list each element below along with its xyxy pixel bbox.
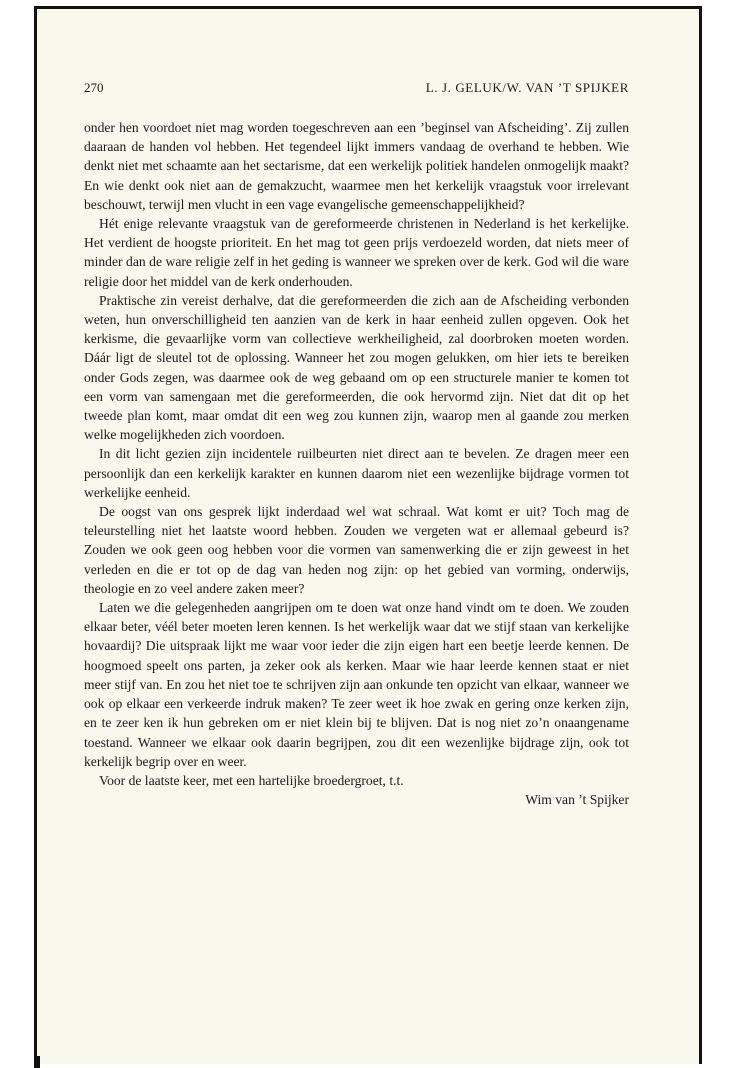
paragraph: Praktische zin vereist derhalve, dat die gereformeerden die zich aan de Afscheiding verbonden weten, hun onverschilligheid ten aanzien van de kerk in haar eenheid zullen opgeven. Ook het kerkisme, die gevaarlijke vorm van collectieve werkheiligheid, zal doorbroken moeten worden. Dáár ligt de sleutel tot de oplossing. Wanneer het zou mogen gelukken, om hier iets te bereiken onder Gods zegen, was daarmee ook de weg gebaand om op een structurele manier te komen tot een vorm van samengaan met die gereformeerden, die ook hervormd zijn. Niet dat dit op het tweede plan komt, maar omdat dit een weg zou kunnen zijn, waarop men al gaande zou merken welke mogelijkheden zich voordoen. <box>84 292 629 443</box>
page-number: 270 <box>84 80 104 95</box>
signature: Wim van ’t Spijker <box>525 792 629 808</box>
paragraph: Laten we die gelegenheden aangrijpen om te doen wat onze hand vindt om te doen. We zouden elkaar beter, véél beter moeten leren kennen. Is het werkelijk waar dat we stijf staan van kerkelijke hovaardij? Die uitspraak lijkt me waar voor ieder die zijn eigen hart een beetje leerde kennen. De hoogmoed speelt ons parten, ja zeker ook als kerken. Maar wie haar leerde kennen staat er niet meer stijf van. En zou het niet toe te schrijven zijn aan onkunde ten opzicht van elkaar, wanneer we ook op elkaar een verkeerde indruk maken? Te zeer weet ik hoe zwak en gering onze kerken zijn, en te zeer ken ik hun gebreken om er niet klein bij te blijven. Dat is nog niet zo’n onaangename toestand. Wanneer we elkaar ook daarin begrijpen, zou dit een wezenlijke bijdrage zijn, ook tot kerkelijk begrip over en weer. <box>84 600 629 769</box>
paragraph: In dit licht gezien zijn incidentele ruilbeurten niet direct aan te bevelen. Ze dragen meer een persoonlijk dan een kerkelijk karakter en kunnen daarom niet een wezenlijke bijdrage vormen tot werkelijke eenheid. <box>84 446 629 500</box>
paragraph: onder hen voordoet niet mag worden toegeschreven aan een ’beginsel van Afscheiding’. Zij zullen daaraan de handen vol hebben. Het tegendeel lijkt immers vandaag de overhand te hebben. Wie denkt niet met schaamte aan het sectarisme, dat een werkelijk politiek handelen onmogelijk maakt? En wie denkt ook niet aan de gemakzucht, waarmee men het kerkelijk vraagstuk voor irrelevant beschouwt, terwijl men vlucht in een vage evangelische gemeenschappelijkheid? <box>84 120 629 212</box>
paragraph: Hét enige relevante vraagstuk van de gereformeerde christenen in Nederland is het kerkelijke. Het verdient de hoogste prioriteit. En het mag tot geen prijs verdoezeld worden, dat niets meer of minder dan de ware religie zelf in het geding is wanneer we spreken over de kerk. God wil die ware religie door het middel van de kerk onderhouden. <box>84 216 629 289</box>
scan-edge-mark <box>34 1056 40 1068</box>
closing-line: Voor de laatste keer, met een hartelijke broedergroet, t.t. <box>99 772 404 788</box>
body-text <box>84 118 629 809</box>
header-authors: L. J. GELUK/W. VAN ’T SPIJKER <box>425 80 629 95</box>
paragraph: De oogst van ons gesprek lijkt inderdaad wel wat schraal. Wat komt er uit? Toch mag de teleurstelling niet het laatste woord hebben. Zouden we vergeten wat er allemaal gebeurd is? Zouden we ook geen oog hebben voor die vormen van samenwerking die er zijn geweest in het verleden en die er tot op de dag van heden nog zijn: op het gebied van vorming, onderwijs, theologie en zo veel andere zaken meer? <box>84 504 629 596</box>
